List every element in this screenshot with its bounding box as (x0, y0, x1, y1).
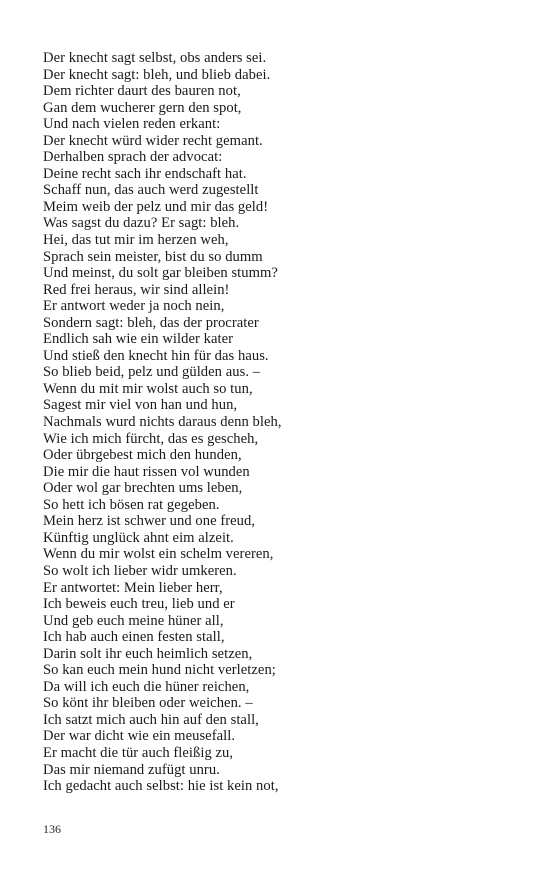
poem-line: Sprach sein meister, bist du so dumm (43, 248, 263, 265)
poem-line: Ich gedacht auch selbst: hie ist kein not, (43, 778, 279, 795)
poem-line: Wenn du mit mir wolst auch so tun, (43, 380, 253, 397)
poem-line: Hei, das tut mir im herzen weh, (43, 232, 229, 249)
poem-line: Der knecht sagt selbst, obs anders sei. (43, 50, 267, 66)
poem-line: Und stieß den knecht hin für das haus. (43, 347, 269, 364)
poem-line: Oder übrgebest mich den hunden, (43, 447, 242, 464)
poem-line: Und nach vielen reden erkant: (43, 116, 221, 133)
poem-line: Wenn du mir wolst ein schelm vereren, (43, 546, 274, 563)
poem-line: Künftig unglück ahnt eim alzeit. (43, 529, 234, 546)
poem-line: Oder wol gar brechten ums leben, (43, 480, 243, 497)
poem-text (43, 50, 282, 795)
poem-line: Sondern sagt: bleh, das der procrater (43, 314, 259, 331)
poem-line: Schaff nun, das auch werd zugestellt (43, 182, 259, 199)
poem-line: Was sagst du dazu? Er sagt: bleh. (43, 215, 240, 232)
poem-line: Meim weib der pelz und mir das geld! (43, 198, 269, 215)
poem-line: Ich beweis euch treu, lieb und er (43, 596, 235, 613)
page-number: 136 (43, 822, 61, 836)
poem-line: Und meinst, du solt gar bleiben stumm? (43, 265, 278, 282)
poem-line: Die mir die haut rissen vol wunden (43, 463, 250, 480)
poem-line: Der knecht würd wider recht gemant. (43, 132, 263, 149)
poem-line: Endlich sah wie ein wilder kater (43, 331, 234, 348)
poem-line: Sagest mir viel von han und hun, (43, 397, 238, 414)
poem-line: Gan dem wucherer gern den spot, (43, 99, 242, 116)
poem-line: Wie ich mich fürcht, das es gescheh, (43, 430, 259, 447)
poem-line: So blieb beid, pelz und gülden aus. – (43, 364, 261, 381)
poem-line: So könt ihr bleiben oder weichen. – (43, 695, 253, 712)
poem-line: Er antwortet: Mein lieber herr, (43, 579, 223, 596)
poem-line: Er antwort weder ja noch nein, (43, 298, 225, 315)
poem-line: Das mir niemand zufügt unru. (43, 761, 220, 778)
poem-line: Derhalben sprach der advocat: (43, 149, 223, 166)
poem-line: Dem richter daurt des bauren not, (43, 83, 241, 100)
poem-line: Und geb euch meine hüner all, (43, 612, 224, 629)
poem-line: Nachmals wurd nichts daraus denn bleh, (43, 414, 282, 431)
poem-line: Ich satzt mich auch hin auf den stall, (43, 711, 259, 728)
poem-line: Darin solt ihr euch heimlich setzen, (43, 645, 253, 662)
poem-line: Der knecht sagt: bleh, und blieb dabei. (43, 66, 271, 83)
poem-line: So kan euch mein hund nicht verletzen; (43, 662, 276, 679)
poem-line: Ich hab auch einen festen stall, (43, 629, 225, 646)
poem-line: So wolt ich lieber widr umkeren. (43, 562, 237, 579)
poem-line: Red frei heraus, wir sind allein! (43, 281, 230, 298)
poem-line: Da will ich euch die hüner reichen, (43, 678, 250, 695)
poem-line: Mein herz ist schwer und one freud, (43, 513, 256, 530)
poem-line: So hett ich bösen rat gegeben. (43, 496, 220, 513)
poem-line: Deine recht sach ihr endschaft hat. (43, 165, 247, 182)
poem-line: Er macht die tür auch fleißig zu, (43, 744, 234, 761)
poem-line: Der war dicht wie ein meusefall. (43, 728, 236, 745)
